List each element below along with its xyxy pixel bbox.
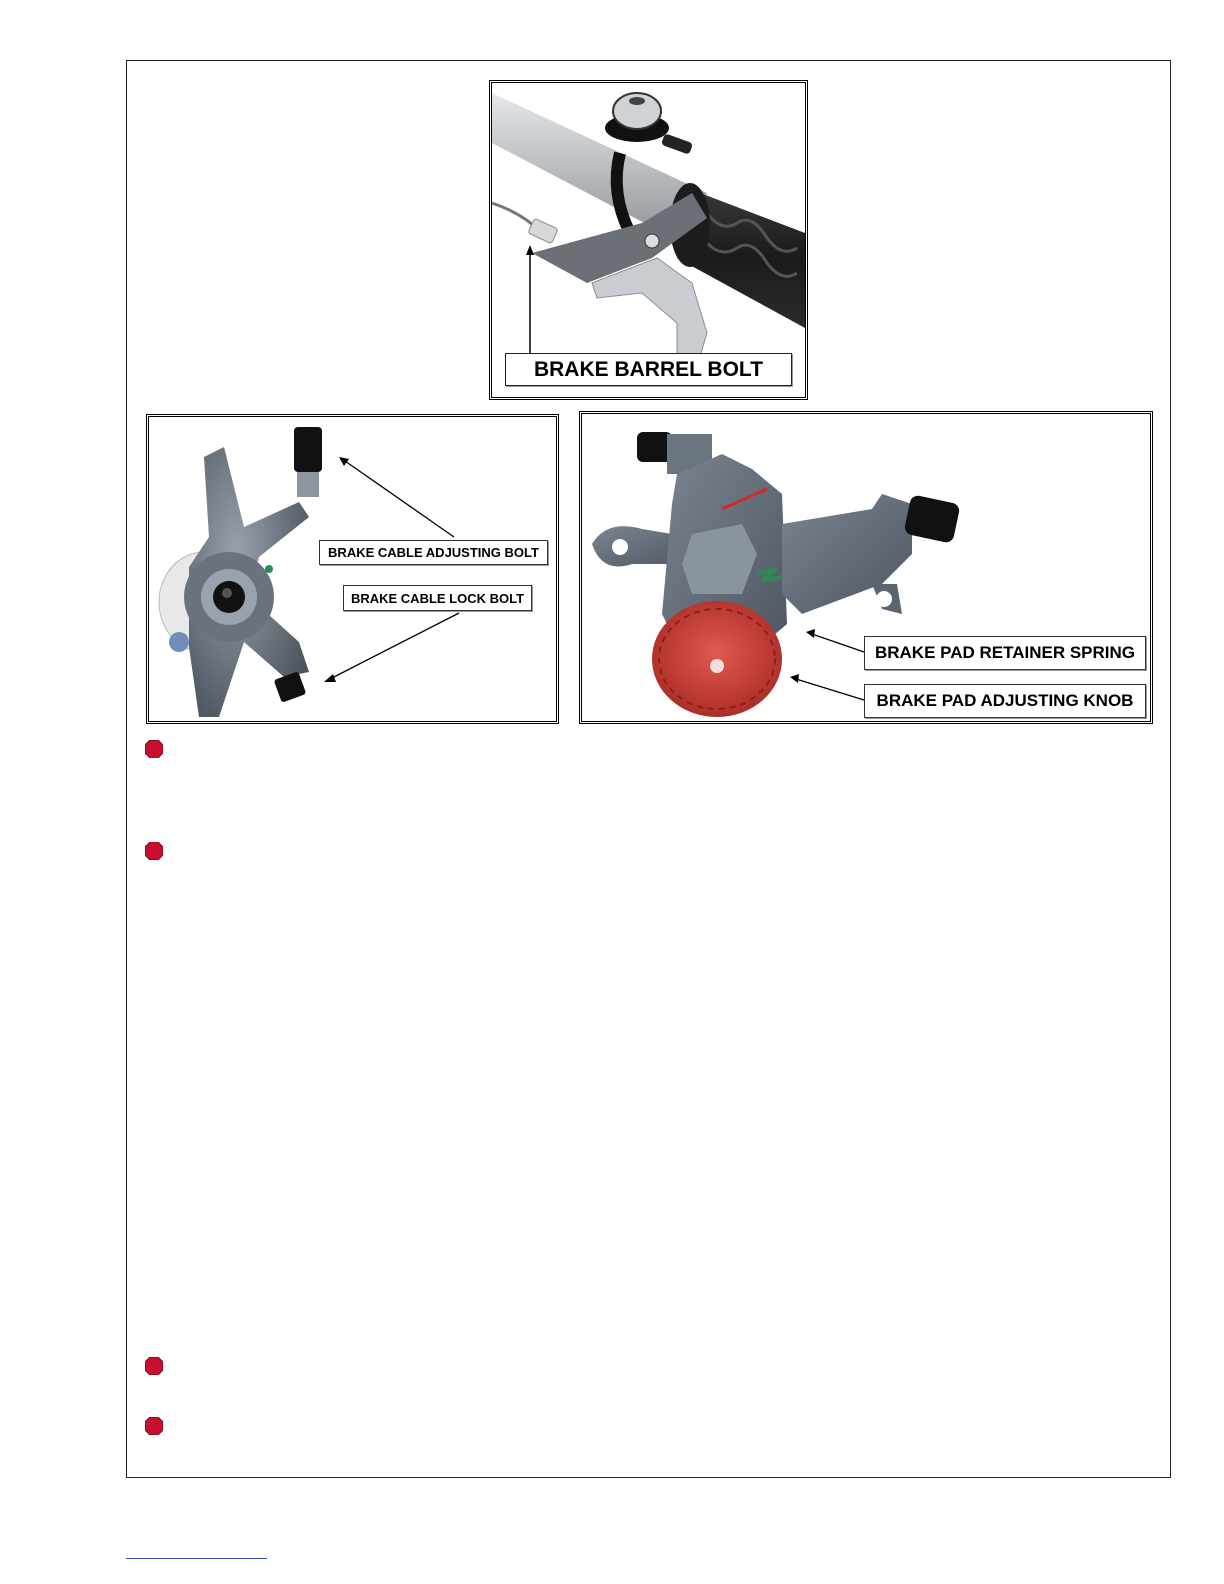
- red-octagon-bullet-icon: [145, 740, 163, 758]
- red-octagon-bullet-icon: [145, 842, 163, 860]
- brake-lever-illustration: [492, 83, 805, 397]
- footer-rule: [126, 1558, 267, 1559]
- callout-brake-pad-adjusting-knob: BRAKE PAD ADJUSTING KNOB: [864, 684, 1146, 718]
- figure-caliper-front-view: [579, 411, 1153, 724]
- caliper-back-illustration: [149, 417, 556, 721]
- red-octagon-bullet-icon: [145, 1357, 163, 1375]
- callout-brake-cable-adjusting-bolt: BRAKE CABLE ADJUSTING BOLT: [319, 540, 548, 565]
- callout-brake-barrel-bolt: BRAKE BARREL BOLT: [505, 353, 792, 386]
- callout-brake-cable-lock-bolt: BRAKE CABLE LOCK BOLT: [343, 585, 532, 611]
- callout-brake-pad-retainer-spring: BRAKE PAD RETAINER SPRING: [864, 636, 1146, 670]
- figure-caliper-back-view: [146, 414, 559, 724]
- red-octagon-bullet-icon: [145, 1417, 163, 1435]
- caliper-front-illustration: [582, 414, 1150, 721]
- figure-brake-barrel-bolt: [489, 80, 808, 400]
